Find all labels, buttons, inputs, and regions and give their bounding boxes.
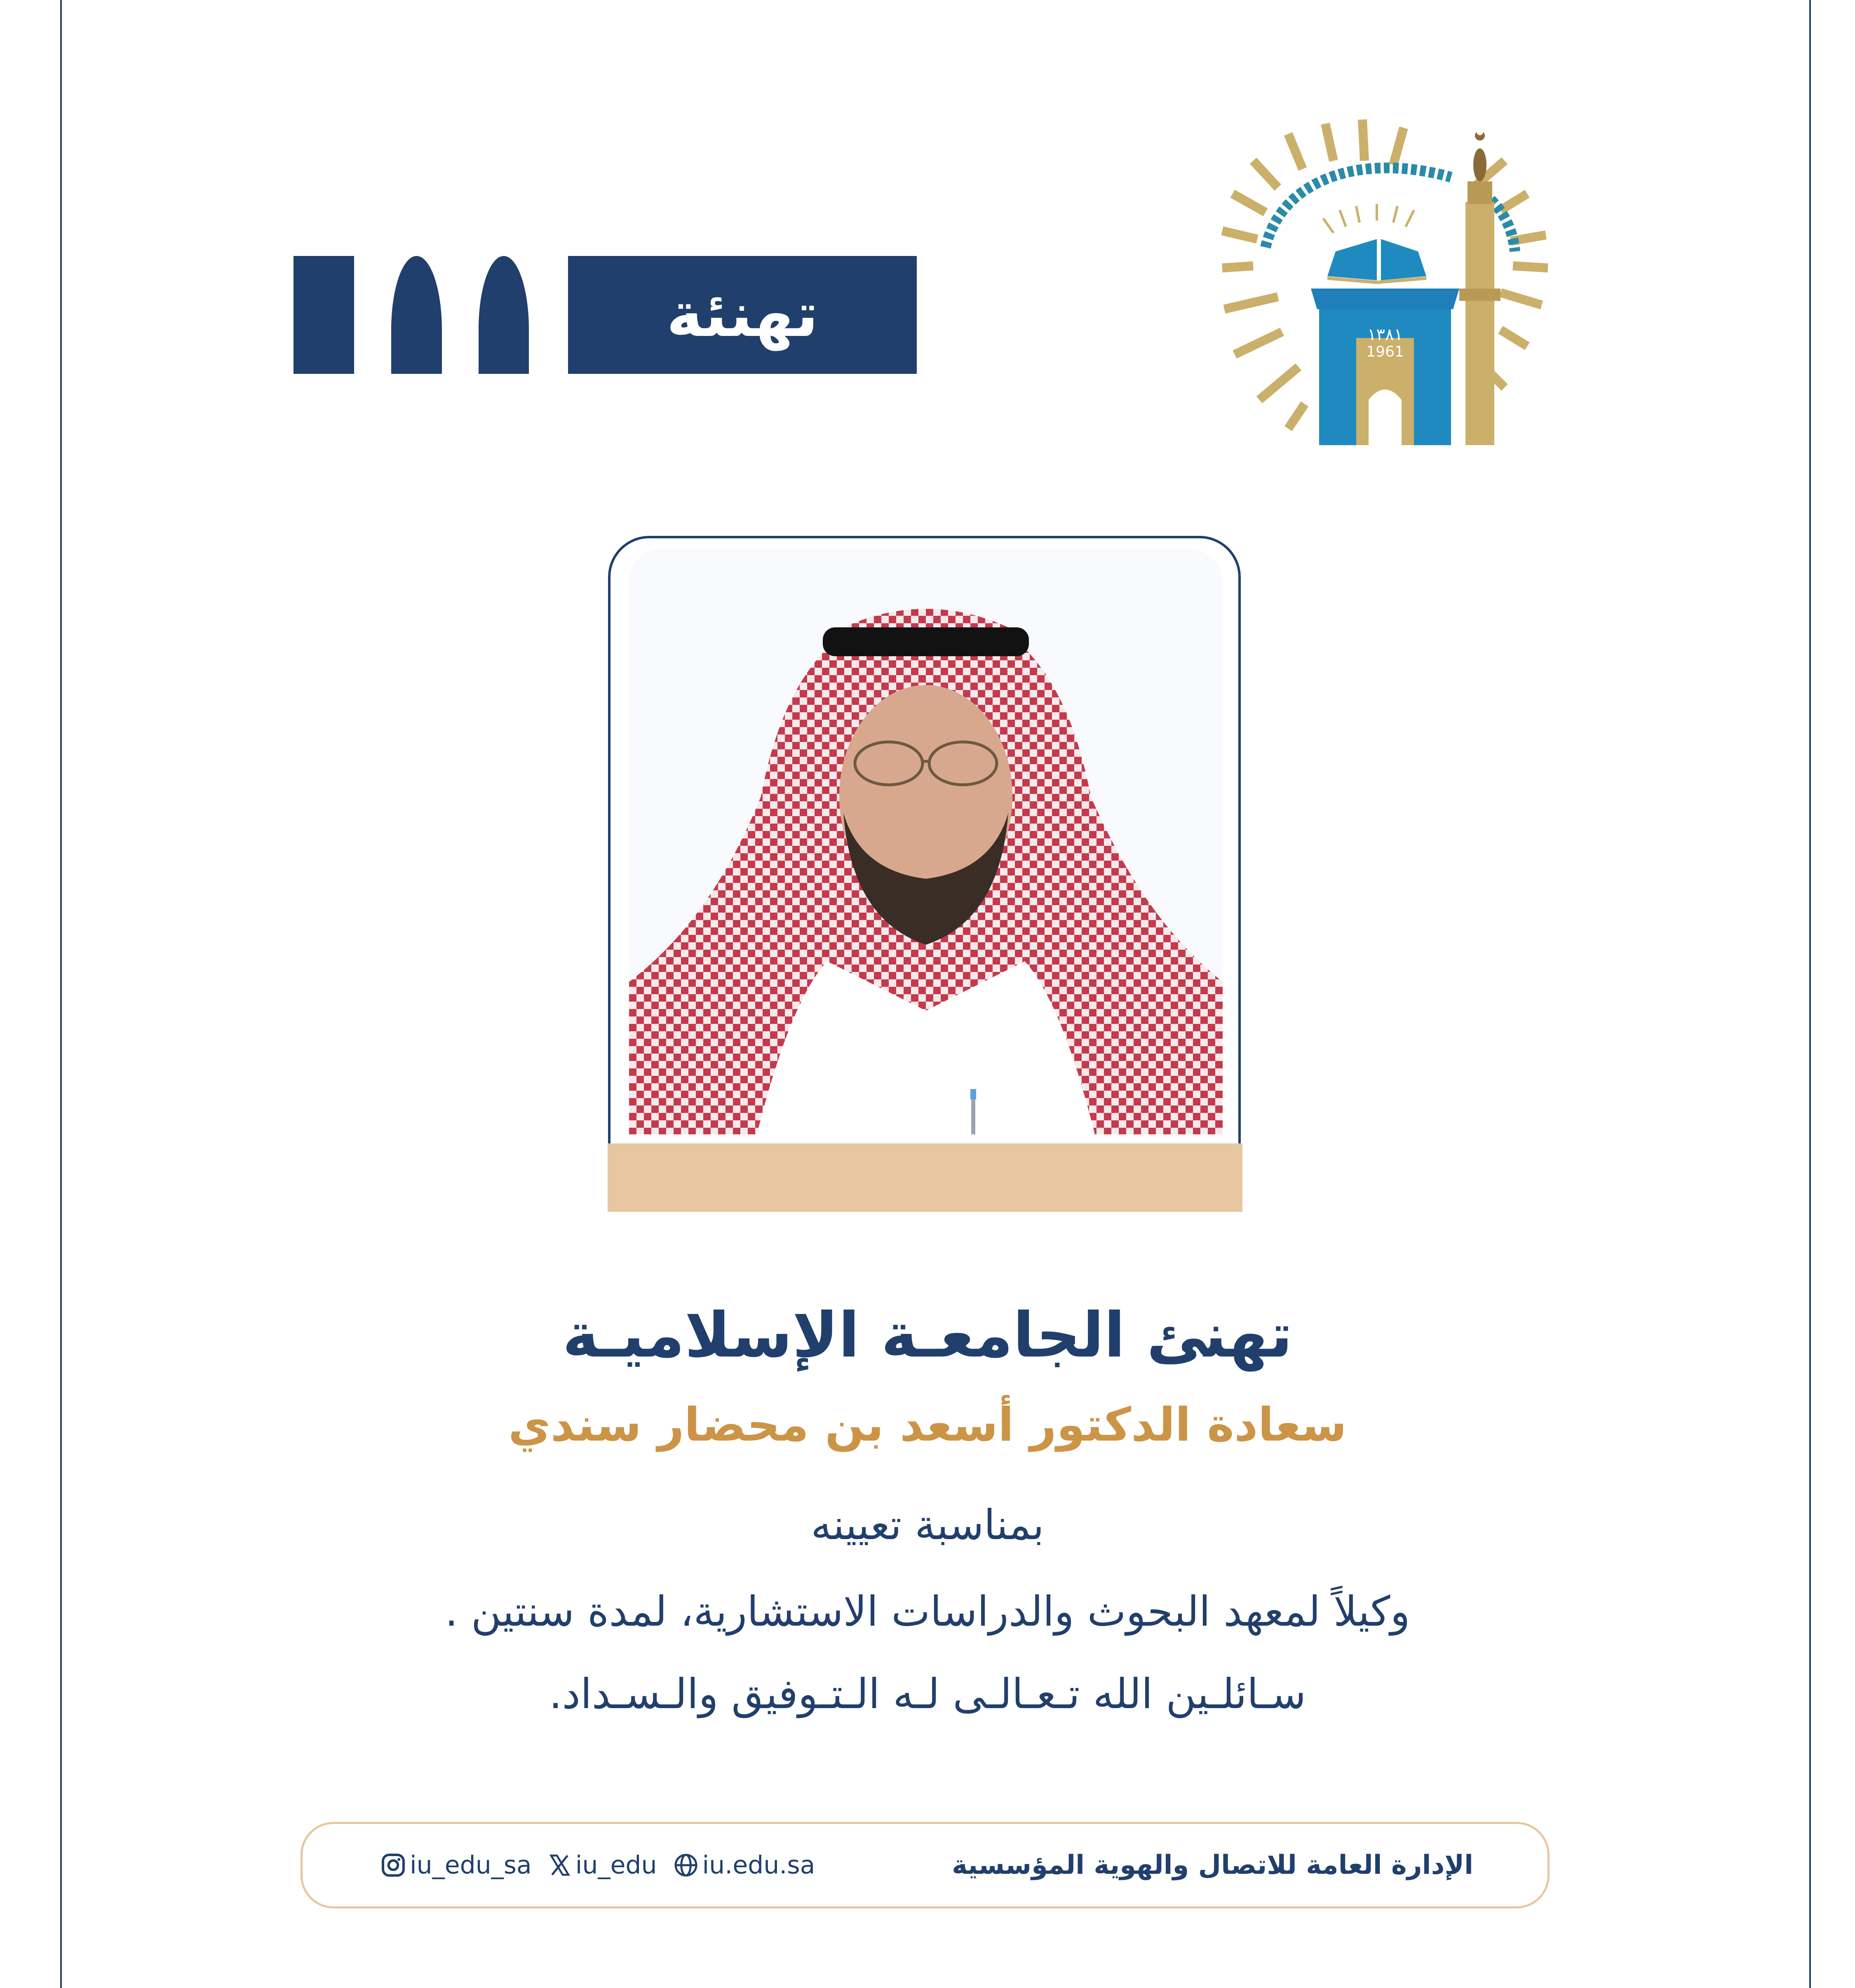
banner-arch-1 <box>391 256 442 374</box>
social-links <box>381 1851 815 1880</box>
social-website[interactable] <box>674 1851 815 1880</box>
department-name: الإدارة العامة للاتصال والهوية المؤسسية <box>952 1850 1473 1880</box>
honoree-name: سعادة الدكتور أسعد بن محضار سندي <box>508 1398 1347 1452</box>
svg-text:١٣٨١: ١٣٨١ <box>1367 325 1403 344</box>
instagram-icon <box>381 1853 406 1878</box>
social-instagram[interactable] <box>381 1851 532 1880</box>
x-handle: iu_edu <box>575 1851 657 1880</box>
instagram-handle: iu_edu_sa <box>410 1851 532 1880</box>
portrait-photo <box>629 549 1223 1134</box>
wishes-line: سـائلـين الله تـعـالـى لـه الـتـوفيق والـسـداد. <box>549 1670 1306 1718</box>
globe-icon <box>674 1853 698 1878</box>
social-x[interactable] <box>548 1851 657 1880</box>
banner-title: تهنئة <box>666 279 819 351</box>
photo-caption-bar <box>608 1143 1242 1212</box>
footer-bar <box>301 1822 1550 1908</box>
university-logo-icon <box>1220 115 1550 453</box>
headline: تهنئ الجامعـة الإسلاميـة <box>562 1300 1293 1371</box>
appointment-line: وكيلاً لمعهد البحوث والدراسات الاستشارية، لمدة سنتين . <box>445 1587 1410 1636</box>
banner-arch-2 <box>479 256 529 374</box>
svg-text:1961: 1961 <box>1366 343 1404 360</box>
website-url: iu.edu.sa <box>702 1851 815 1880</box>
occasion-line: بمناسبة تعيينه <box>811 1501 1044 1549</box>
banner-title-box <box>568 256 917 374</box>
header-banner <box>294 256 917 374</box>
banner-bar-1 <box>294 256 354 374</box>
x-icon <box>548 1854 571 1877</box>
